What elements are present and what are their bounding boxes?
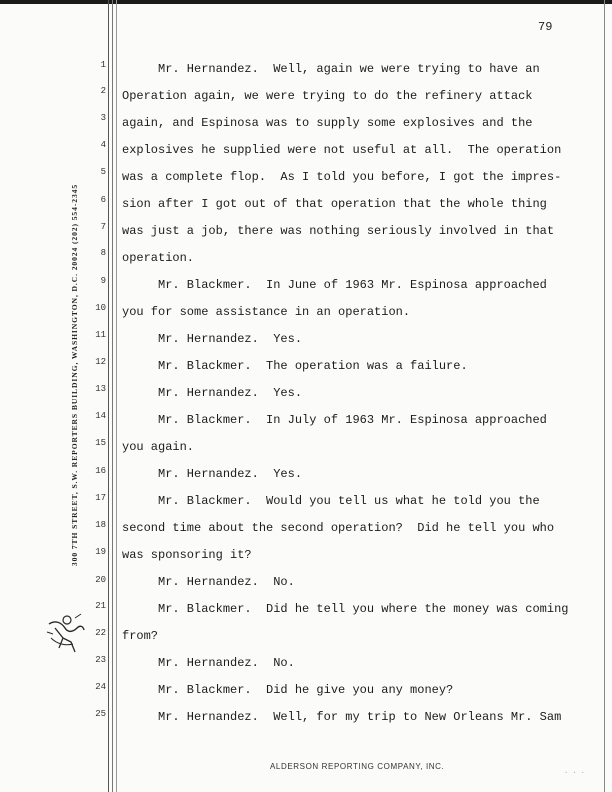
line-number: 2 <box>100 86 106 96</box>
line-number: 4 <box>100 140 106 150</box>
transcript-line: Mr. Blackmer. Did he tell you where the money was coming <box>122 602 569 616</box>
transcript-line: sion after I got out of that operation that the whole thing <box>122 197 547 211</box>
transcript-line: Operation again, we were trying to do the refinery attack <box>122 89 533 103</box>
line-number: 24 <box>95 682 106 692</box>
line-number: 5 <box>100 167 106 177</box>
line-number: 12 <box>95 357 106 367</box>
line-number: 7 <box>100 222 106 232</box>
line-number: 21 <box>95 601 106 611</box>
footer-dots: . . . <box>564 768 586 776</box>
line-number: 10 <box>95 303 106 313</box>
line-number: 6 <box>100 195 106 205</box>
line-number: 25 <box>95 709 106 719</box>
footer-company-name: ALDERSON REPORTING COMPANY, INC. <box>270 762 445 771</box>
transcript-line: Mr. Hernandez. Yes. <box>122 332 303 346</box>
transcript-line: was sponsoring it? <box>122 548 252 562</box>
line-number: 20 <box>95 575 106 585</box>
transcript-line: Mr. Blackmer. Did he give you any money? <box>122 683 454 697</box>
transcript-line: Mr. Blackmer. The operation was a failure. <box>122 359 468 373</box>
top-edge-rule <box>0 0 612 4</box>
line-number: 8 <box>100 248 106 258</box>
line-number: 15 <box>95 438 106 448</box>
left-margin-rule-third <box>116 0 117 792</box>
transcript-line: Mr. Hernandez. Yes. <box>122 467 303 481</box>
line-number: 13 <box>95 384 106 394</box>
reporter-address-side-text: 300 7TH STREET, S.W. REPORTERS BUILDING, WASHINGTON, D.C. 20024 (202) 554-2345 <box>70 183 79 567</box>
page-number: 79 <box>538 20 553 34</box>
line-number: 9 <box>100 276 106 286</box>
line-number: 18 <box>95 520 106 530</box>
transcript-line: operation. <box>122 251 195 265</box>
transcript-line: Mr. Blackmer. Would you tell us what he told you the <box>122 494 540 508</box>
left-margin-rule-inner <box>112 0 113 792</box>
transcript-line: Mr. Blackmer. In June of 1963 Mr. Espinosa approached <box>122 278 547 292</box>
transcript-line: Mr. Hernandez. Well, for my trip to New Orleans Mr. Sam <box>122 710 562 724</box>
line-number: 19 <box>95 547 106 557</box>
line-number: 22 <box>95 628 106 638</box>
line-number: 17 <box>95 493 106 503</box>
line-number: 16 <box>95 466 106 476</box>
transcript-line: Mr. Hernandez. Yes. <box>122 386 303 400</box>
line-number: 11 <box>95 330 106 340</box>
line-number: 14 <box>95 411 106 421</box>
transcript-line: again, and Espinosa was to supply some explosives and the <box>122 116 533 130</box>
line-number: 1 <box>100 60 106 70</box>
transcript-line: second time about the second operation? Did he tell you who <box>122 521 555 535</box>
transcript-line: from? <box>122 629 159 643</box>
transcript-line: was just a job, there was nothing seriously involved in that <box>122 224 555 238</box>
line-number: 23 <box>95 655 106 665</box>
transcript-line: Mr. Hernandez. Well, again we were trying to have an <box>122 62 540 76</box>
transcript-line: Mr. Blackmer. In July of 1963 Mr. Espinosa approached <box>122 413 547 427</box>
transcript-line: explosives he supplied were not useful at all. The operation <box>122 143 562 157</box>
line-number: 3 <box>100 113 106 123</box>
left-margin-rule <box>108 0 109 792</box>
transcript-line: you for some assistance in an operation. <box>122 305 411 319</box>
reporter-logo-stamp <box>45 608 87 658</box>
transcript-line: Mr. Hernandez. No. <box>122 656 295 670</box>
transcript-line: you again. <box>122 440 195 454</box>
transcript-line: was a complete flop. As I told you before, I got the impres- <box>122 170 562 184</box>
transcript-line: Mr. Hernandez. No. <box>122 575 295 589</box>
right-margin-rule <box>604 0 605 792</box>
